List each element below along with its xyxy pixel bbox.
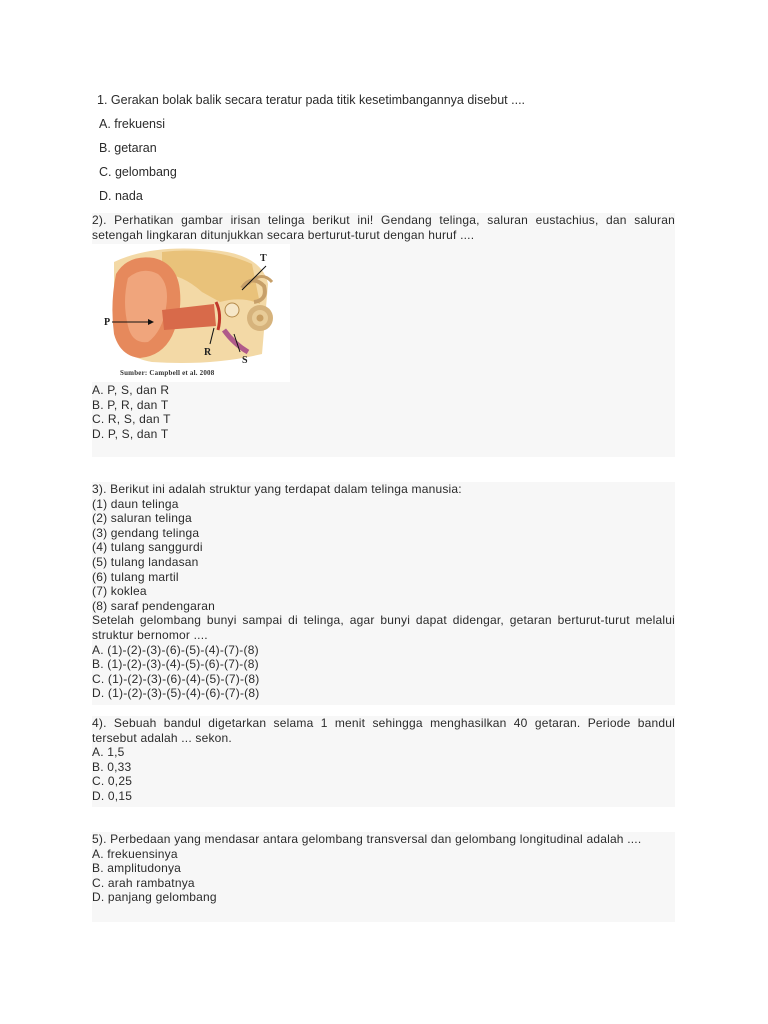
question-4-option-c: C. 0,25 <box>92 774 133 789</box>
question-5-option-b: B. amplitudonya <box>92 861 182 876</box>
question-1 <box>97 92 687 212</box>
question-3-question: Setelah gelombang bunyi sampai di telinga, agar bunyi dapat didengar, getaran berturut-turut melalui struktur bernomor .... <box>92 613 675 642</box>
question-2 <box>92 213 675 457</box>
question-2-option-d: D. P, S, dan T <box>92 426 169 441</box>
question-3 <box>92 482 675 705</box>
label-p: P <box>104 317 111 329</box>
question-2-option-b: B. P, R, dan T <box>92 397 169 412</box>
question-2-option-c: C. R, S, dan T <box>92 412 171 427</box>
structure-item: (6) tulang martil <box>92 569 179 584</box>
figure-source: Sumber: Campbell et al. 2008 <box>120 369 215 378</box>
question-3-stem: 3). Berikut ini adalah struktur yang terdapat dalam telinga manusia: <box>92 482 462 496</box>
question-2-option-a: A. P, S, dan R <box>92 383 170 398</box>
question-1-option-b: B. getaran <box>99 141 157 155</box>
question-2-stem: 2). Perhatikan gambar irisan telinga berikut ini! Gendang telinga, saluran eustachius, dan saluran setengah lingkaran ditunjukkan secara berturut-turut dengan huruf .... <box>92 213 675 242</box>
label-s: S <box>242 355 248 367</box>
question-5-stem: 5). Perbedaan yang mendasar antara gelombang transversal dan gelombang longitudinal adalah .... <box>92 832 642 846</box>
question-4-option-d: D. 0,15 <box>92 788 133 803</box>
question-4-option-a: A. 1,5 <box>92 745 125 760</box>
question-4-option-b: B. 0,33 <box>92 759 132 774</box>
structure-item: (3) gendang telinga <box>92 525 200 540</box>
question-5-option-a: A. frekuensinya <box>92 846 178 861</box>
question-5 <box>92 832 675 922</box>
question-5-option-c: C. arah rambatnya <box>92 875 195 890</box>
structure-item: (4) tulang sanggurdi <box>92 540 203 555</box>
question-3-option-c: C. (1)-(2)-(3)-(6)-(4)-(5)-(7)-(8) <box>92 671 260 686</box>
structure-item: (5) tulang landasan <box>92 554 199 569</box>
question-4 <box>92 716 675 807</box>
question-1-option-a: A. frekuensi <box>99 117 166 131</box>
question-5-option-d: D. panjang gelombang <box>92 890 217 905</box>
label-t: T <box>260 253 267 265</box>
question-1-option-c: C. gelombang <box>99 165 177 179</box>
question-3-option-d: D. (1)-(2)-(3)-(5)-(4)-(6)-(7)-(8) <box>92 686 260 701</box>
question-1-stem: 1. Gerakan bolak balik secara teratur pada titik kesetimbangannya disebut .... <box>97 93 526 107</box>
question-3-option-a: A. (1)-(2)-(3)-(6)-(5)-(4)-(7)-(8) <box>92 642 259 657</box>
structure-item: (2) saluran telinga <box>92 511 192 526</box>
ear-cross-section-figure <box>92 244 290 382</box>
question-3-option-b: B. (1)-(2)-(3)-(4)-(5)-(6)-(7)-(8) <box>92 657 259 672</box>
question-1-option-d: D. nada <box>99 189 143 203</box>
question-4-stem: 4). Sebuah bandul digetarkan selama 1 menit sehingga menghasilkan 40 getaran. Periode bandul tersebut adalah ... sekon. <box>92 716 675 745</box>
structure-item: (7) koklea <box>92 584 147 599</box>
structure-item: (8) saraf pendengaran <box>92 598 215 613</box>
structure-item: (1) daun telinga <box>92 496 179 511</box>
label-r: R <box>204 347 212 359</box>
